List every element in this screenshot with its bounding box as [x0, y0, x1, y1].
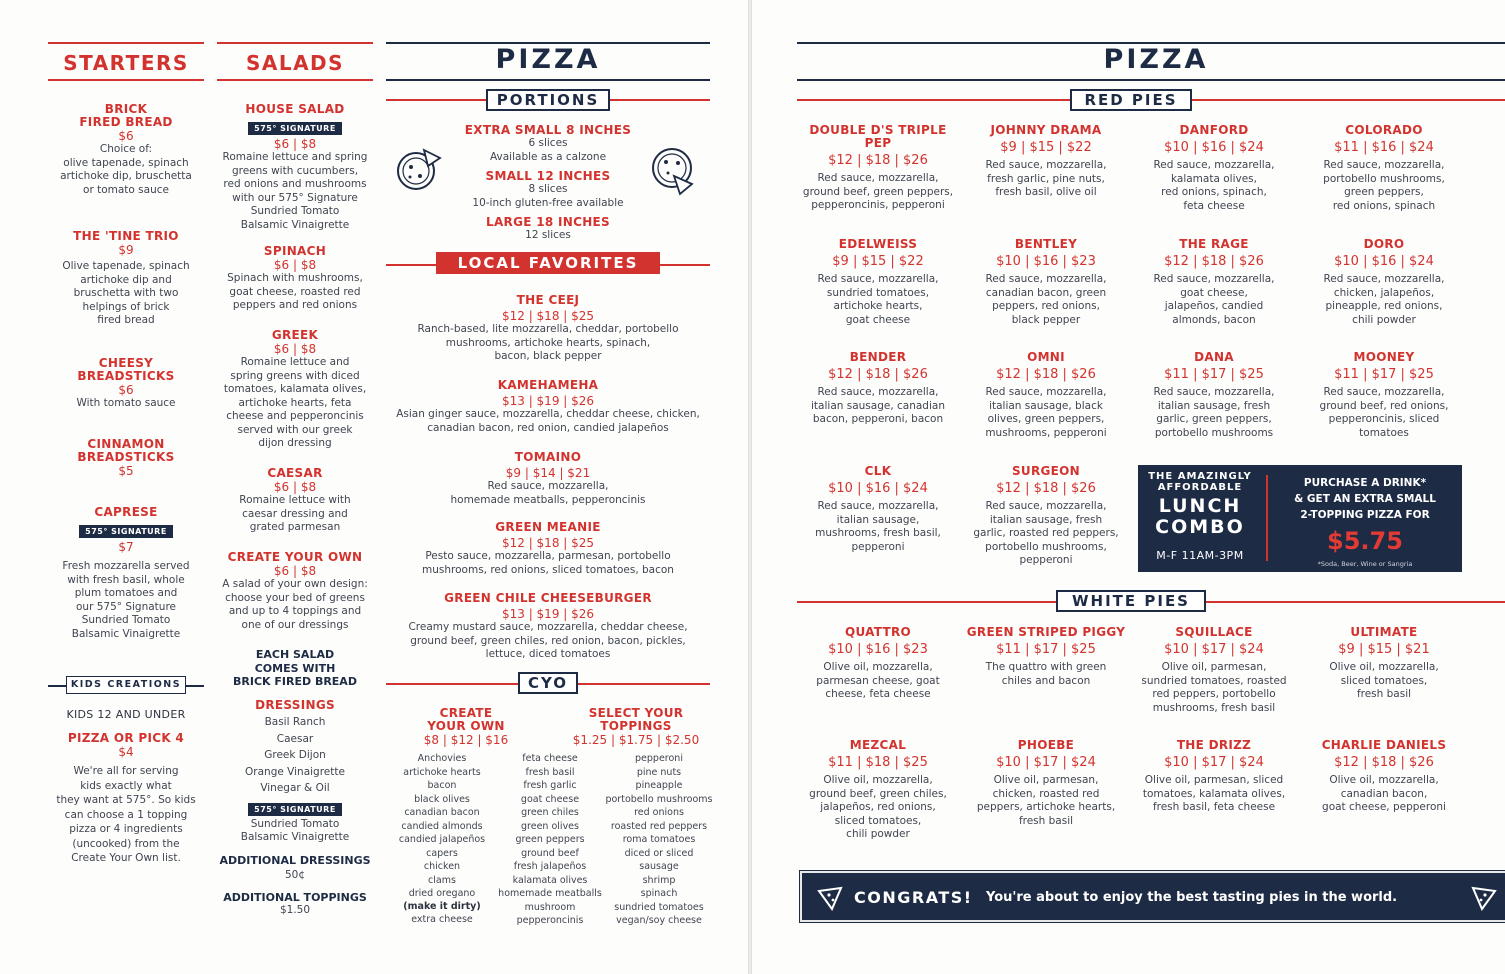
portion-item	[386, 124, 710, 164]
pie-price: $11 | $17 | $25	[1164, 367, 1264, 382]
portion-desc: 8 slices 10-inch gluten-free available	[472, 183, 624, 209]
toppings-list	[392, 752, 492, 926]
pie-name: BENDER	[849, 350, 907, 364]
item-name: HOUSE SALAD	[245, 102, 345, 116]
pie-price: $10 | $16 | $23	[828, 642, 928, 657]
starters-title: STARTERS	[63, 51, 189, 75]
salad-item	[217, 329, 373, 451]
item-price: $7	[118, 540, 134, 554]
item-price: $5	[118, 464, 134, 478]
pie-desc: Olive oil, mozzarella, parmesan cheese, goat cheese, feta cheese	[816, 661, 940, 700]
item-desc: Choice of: olive tapenade, spinach artichoke dip, bruschetta or tomato sauce	[60, 143, 192, 196]
item-price: $6 | $8	[273, 564, 317, 578]
item-price: $6 | $8	[273, 342, 317, 356]
pie-desc: Olive oil, parmesan, sundried tomatoes, roasted red peppers, portobello mushrooms, fresh basil	[1141, 661, 1287, 714]
pie-item	[963, 238, 1129, 327]
pizza-title: PIZZA	[1103, 44, 1209, 75]
item-desc: Ranch-based, lite mozzarella, cheddar, portobello mushrooms, artichoke hearts, spinach, bacon, black pepper	[417, 323, 679, 362]
item-name: SPINACH	[263, 244, 327, 258]
item-desc: Spinach with mushrooms, goat cheese, roasted red peppers and red onions	[227, 272, 363, 311]
dressing-item: Greek Dijon	[264, 749, 326, 761]
item-desc: Romaine lettuce with caesar dressing and grated parmesan	[239, 494, 351, 533]
item-name: GREEK	[271, 328, 319, 342]
item-price: $13 | $19 | $26	[501, 607, 595, 621]
item-name: TOMAINO	[514, 450, 582, 464]
dressing-item: Basil Ranch	[264, 716, 326, 728]
pie-name: MOONEY	[1353, 350, 1415, 364]
item-desc: Romaine lettuce and spring greens with diced tomatoes, kalamata olives, artichoke hearts, feta cheese and pepperoncinis served with our greek dijon dressing	[223, 356, 367, 449]
pie-desc: Red sauce, mozzarella, sundried tomatoes, artichoke hearts, goat cheese	[817, 273, 939, 326]
salad-item	[217, 467, 373, 535]
pie-name: THE DRIZZ	[1176, 738, 1252, 752]
toppings-list: feta cheese fresh basil fresh garlic goat cheese green chiles green olives green peppers ground beef fresh jalapeños kalamata olives homemade meatballs mushroom pepperoncinis	[498, 753, 602, 926]
additional-dressings-price: 50¢	[284, 868, 306, 881]
item-price: $9	[118, 243, 134, 257]
kids-item-desc: We're all for serving kids exactly what they want at 575°. So kids can choose a 1 topping pizza or 4 ingredients (uncooked) from the Create Your Own list.	[56, 765, 196, 864]
pie-desc: Olive oil, mozzarella, canadian bacon, goat cheese, pepperoni	[1322, 774, 1446, 813]
pie-name: SQUILLACE	[1175, 625, 1253, 639]
lunch-combo-box	[1138, 465, 1462, 572]
pie-desc: Red sauce, mozzarella, ground beef, red onions, pepperoncinis, sliced tomatoes	[1319, 386, 1449, 439]
pie-desc: Olive oil, mozzarella, sliced tomatoes, fresh basil	[1329, 661, 1439, 700]
congrats-bar	[800, 871, 1505, 922]
item-price: $6	[118, 383, 134, 397]
item-desc: With tomato sauce	[76, 397, 176, 409]
pie-item	[1131, 626, 1297, 715]
local-item	[386, 451, 710, 507]
item-name: CAPRESE	[94, 505, 158, 519]
signature-dressing: Sundried Tomato Balsamic Vinaigrette	[240, 817, 350, 843]
cyo-create-price: $8 | $12 | $16	[423, 733, 509, 747]
lunch-price: $5.75	[1327, 527, 1403, 555]
cyo-select-title: SELECT YOUR TOPPINGS	[588, 706, 684, 733]
pie-item	[795, 238, 961, 327]
pie-desc: Red sauce, mozzarella, ground beef, green peppers, pepperoncinis, pepperoni	[802, 172, 954, 211]
pizza-slice-icon	[1470, 885, 1498, 911]
pie-desc: Red sauce, mozzarella, canadian bacon, green peppers, red onions, black pepper	[985, 273, 1107, 326]
dressing-item: Caesar	[276, 732, 314, 745]
pie-item	[963, 739, 1129, 828]
kids-item-name: PIZZA OR PICK 4	[67, 731, 185, 745]
item-name: CINNAMON BREADSTICKS	[77, 437, 175, 464]
portion-desc: 12 slices	[525, 229, 571, 241]
salad-item	[217, 551, 373, 632]
pie-desc: Red sauce, mozzarella, chicken, jalapeños, pineapple, red onions, chili powder	[1323, 273, 1445, 326]
pie-price: $10 | $16 | $24	[828, 481, 928, 496]
item-desc: Romaine lettuce and spring greens with cucumbers, red onions and mushrooms with our 575° Signature Sundried Tomato Balsamic Vinaigrette	[222, 151, 368, 231]
pie-desc: Red sauce, mozzarella, italian sausage, fresh garlic, roasted red peppers, portobello mushrooms, pepperoni	[973, 500, 1119, 566]
pie-desc: Red sauce, mozzarella, kalamata olives, red onions, spinach, feta cheese	[1153, 159, 1275, 212]
pie-name: QUATTRO	[844, 625, 912, 639]
item-desc: Creamy mustard sauce, mozzarella, cheddar cheese, ground beef, green chiles, red onion, bacon, pickles, lettuce, diced tomatoes	[408, 621, 688, 660]
pie-desc: Red sauce, mozzarella, italian sausage, black olives, green peppers, mushrooms, pepperoni	[985, 386, 1107, 439]
pie-name: DANA	[1194, 350, 1234, 364]
pie-price: $12 | $18 | $26	[828, 367, 928, 382]
salad-item	[217, 245, 373, 313]
toppings-col1: Anchovies artichoke hearts bacon black olives canadian bacon candied almonds candied jalapeños capers chicken clams dried oregano	[398, 753, 486, 899]
congrats-message: You're about to enjoy the best tasting pies in the world.	[986, 890, 1398, 905]
starters-column	[48, 0, 204, 974]
item-desc: A salad of your own design: choose your bed of greens and up to 4 toppings and one of our dressings	[222, 578, 368, 631]
pie-name: ULTIMATE	[1350, 625, 1418, 639]
pie-item	[963, 626, 1129, 688]
pie-name: JOHNNY DRAMA	[990, 123, 1102, 137]
pie-name: BENTLEY	[1014, 237, 1078, 251]
starter-item	[48, 438, 204, 478]
additional-dressings: ADDITIONAL DRESSINGS	[219, 853, 371, 867]
toppings-list: pepperoni pine nuts pineapple portobello mushrooms red onions roasted red peppers roma tomatoes diced or sliced sausage shrimp spinach sundried tomatoes vegan/soy cheese	[605, 753, 713, 926]
kids-sub: KIDS 12 AND UNDER	[66, 708, 186, 721]
pie-price: $12 | $18 | $26	[996, 367, 1096, 382]
pie-name: COLORADO	[1345, 123, 1423, 137]
pie-item	[1131, 739, 1297, 815]
item-name: GREEN MEANIE	[495, 520, 601, 534]
pie-desc: Red sauce, mozzarella, fresh garlic, pine nuts, fresh basil, olive oil	[985, 159, 1107, 198]
pie-name: CHARLIE DANIELS	[1321, 738, 1447, 752]
pie-name: THE RAGE	[1179, 237, 1249, 251]
local-favorites-banner: LOCAL FAVORITES	[436, 252, 660, 274]
pie-item	[1131, 238, 1297, 327]
additional-toppings-price: $1.50	[279, 904, 311, 916]
item-name: GREEN CHILE CHEESEBURGER	[444, 591, 652, 605]
pie-name: EDELWEISS	[838, 237, 918, 251]
pie-price: $11 | $16 | $24	[1334, 140, 1434, 155]
each-salad-note: EACH SALAD COMES WITH BRICK FIRED BREAD	[233, 648, 357, 688]
starter-item	[48, 357, 204, 411]
item-price: $6	[118, 129, 134, 143]
item-price: $6 | $8	[273, 258, 317, 272]
pie-item	[963, 351, 1129, 440]
pie-desc: Red sauce, mozzarella, goat cheese, jalapeños, candied almonds, bacon	[1153, 273, 1275, 326]
toppings-col1-bold: (make it dirty)	[403, 900, 481, 912]
pie-item	[963, 124, 1129, 200]
item-name: CAESAR	[267, 466, 323, 480]
pie-item	[1131, 124, 1297, 213]
pie-price: $12 | $18 | $26	[1164, 254, 1264, 269]
pie-desc: Red sauce, mozzarella, italian sausage, mushrooms, fresh basil, pepperoni	[815, 500, 941, 553]
pie-name: MEZCAL	[849, 738, 907, 752]
pizza-left-column	[386, 0, 713, 974]
pie-name: CLK	[864, 464, 892, 478]
pie-item	[795, 465, 961, 554]
pie-desc: Red sauce, mozzarella, portobello mushrooms, green peppers, red onions, spinach	[1323, 159, 1445, 212]
portion-name: SMALL 12 INCHES	[485, 169, 611, 183]
additional-toppings: ADDITIONAL TOPPINGS	[223, 891, 367, 904]
pie-name: PHOEBE	[1017, 738, 1075, 752]
pizza-title: PIZZA	[495, 44, 601, 75]
pie-desc: Olive oil, parmesan, sliced tomatoes, kalamata olives, fresh basil, feta cheese	[1142, 774, 1286, 813]
pie-desc: Olive oil, parmesan, chicken, roasted red peppers, artichoke hearts, fresh basil	[976, 774, 1116, 827]
pie-desc: The quattro with green chiles and bacon	[985, 661, 1107, 687]
pie-item	[795, 626, 961, 702]
item-desc: Pesto sauce, mozzarella, parmesan, portobello mushrooms, red onions, sliced tomatoes, bacon	[422, 550, 674, 576]
pie-desc: Red sauce, mozzarella, italian sausage, fresh garlic, green peppers, portobello mushrooms	[1153, 386, 1275, 439]
cyo-banner: CYO	[518, 672, 578, 694]
left-page	[0, 0, 748, 974]
item-price: $9 | $14 | $21	[505, 466, 591, 480]
signature-badge: 575° SIGNATURE	[79, 525, 173, 538]
lunch-title: THE AMAZINGLY AFFORDABLE	[1148, 471, 1252, 493]
item-price: $13 | $19 | $26	[501, 394, 595, 408]
item-name: BRICK FIRED BREAD	[79, 102, 173, 129]
portion-item	[386, 216, 710, 243]
pie-item	[795, 739, 961, 842]
lunch-footnote: *Soda, Beer, Wine or Sangria	[1317, 560, 1413, 568]
portion-desc: 6 slices Available as a calzone	[489, 137, 607, 163]
pie-price: $10 | $16 | $24	[1334, 254, 1434, 269]
kids-section	[48, 708, 204, 866]
pie-name: OMNI	[1027, 350, 1065, 364]
item-price: $12 | $18 | $25	[501, 309, 595, 323]
pie-price: $9 | $15 | $22	[832, 254, 924, 269]
portions-banner: PORTIONS	[486, 89, 610, 111]
item-desc: Red sauce, mozzarella, homemade meatballs, pepperoncinis	[450, 480, 646, 506]
congrats-title: CONGRATS!	[854, 888, 973, 907]
item-desc: Olive tapenade, spinach artichoke dip and bruschetta with two helpings of brick fired bread	[62, 260, 190, 326]
item-price: $6 | $8	[273, 480, 317, 494]
pie-item	[963, 465, 1129, 568]
pie-desc: Olive oil, mozzarella, ground beef, green chiles, jalapeños, red onions, sliced tomatoes, chili powder	[809, 774, 947, 840]
cyo-select-price: $1.25 | $1.75 | $2.50	[572, 733, 700, 747]
salads-column	[217, 0, 373, 974]
pie-price: $9 | $15 | $22	[1000, 140, 1092, 155]
item-desc: Fresh mozzarella served with fresh basil, whole plum tomatoes and our 575° Signature Sundried Tomato Balsamic Vinaigrette	[62, 560, 190, 640]
pie-item	[1301, 739, 1467, 815]
local-item	[386, 592, 710, 662]
item-name: CREATE YOUR OWN	[227, 550, 363, 564]
portion-name: EXTRA SMALL 8 INCHES	[464, 123, 632, 137]
item-name: THE 'TINE TRIO	[73, 229, 179, 243]
cyo-create-title: CREATE YOUR OWN	[427, 706, 505, 733]
pie-price: $10 | $16 | $23	[996, 254, 1096, 269]
toppings-col1-end: extra cheese	[411, 913, 473, 925]
red-pies-banner: RED PIES	[1070, 89, 1192, 111]
item-price: $6 | $8	[273, 137, 317, 151]
kids-item-price: $4	[118, 745, 134, 759]
pie-price: $10 | $17 | $24	[996, 755, 1096, 770]
pie-price: $12 | $18 | $26	[1334, 755, 1434, 770]
pie-price: $12 | $18 | $26	[996, 481, 1096, 496]
pie-item	[1301, 626, 1467, 702]
pie-item	[1301, 351, 1467, 440]
local-item	[386, 294, 710, 364]
pie-price: $11 | $18 | $25	[828, 755, 928, 770]
signature-badge: 575° SIGNATURE	[248, 122, 342, 135]
right-page	[752, 0, 1505, 974]
pie-price: $10 | $17 | $24	[1164, 755, 1264, 770]
white-pies-banner: WHITE PIES	[1056, 590, 1206, 612]
portion-item	[386, 170, 710, 210]
pie-item	[1301, 238, 1467, 327]
dressings-section	[217, 699, 373, 918]
pie-name: DOUBLE D'S TRIPLE PEP	[809, 123, 947, 150]
item-price: $12 | $18 | $25	[501, 536, 595, 550]
pizza-slice-icon	[816, 885, 844, 911]
dressings-title: DRESSINGS	[255, 698, 335, 712]
local-item	[386, 521, 710, 577]
pie-name: DANFORD	[1179, 123, 1249, 137]
pie-item	[795, 124, 961, 213]
pie-item	[1131, 351, 1297, 440]
pie-name: GREEN STRIPED PIGGY	[966, 625, 1126, 639]
pie-name: DORO	[1363, 237, 1405, 251]
pie-price: $11 | $17 | $25	[996, 642, 1096, 657]
pie-price: $10 | $17 | $24	[1164, 642, 1264, 657]
cyo-create	[416, 707, 516, 747]
pie-desc: Red sauce, mozzarella, italian sausage, canadian bacon, pepperoni, bacon	[811, 386, 945, 425]
item-name: KAMEHAMEHA	[497, 378, 599, 392]
signature-badge: 575° SIGNATURE	[248, 803, 342, 816]
salad-item	[217, 103, 373, 232]
salads-title: SALADS	[245, 51, 345, 75]
pie-price: $11 | $17 | $25	[1334, 367, 1434, 382]
portion-name: LARGE 18 INCHES	[486, 215, 610, 229]
lunch-offer: PURCHASE A DRINK* & GET AN EXTRA SMALL 2-TOPPING PIZZA FOR	[1294, 477, 1436, 521]
lunch-hours: M-F 11AM-3PM	[1156, 549, 1244, 562]
pie-price: $12 | $18 | $26	[828, 153, 928, 168]
pie-price: $10 | $16 | $24	[1164, 140, 1264, 155]
item-desc: Asian ginger sauce, mozzarella, cheddar cheese, chicken, canadian bacon, red onion, candied jalapeños	[396, 408, 700, 434]
item-name: THE CEEJ	[516, 293, 580, 307]
starter-item	[48, 506, 204, 641]
starter-item	[48, 230, 204, 328]
pie-item	[1301, 124, 1467, 213]
cyo-select	[566, 707, 706, 747]
local-item	[386, 379, 710, 435]
starter-item	[48, 103, 204, 197]
dressing-item: Vinegar & Oil	[260, 782, 330, 794]
lunch-big: LUNCH COMBO	[1155, 495, 1245, 538]
item-name: CHEESY BREADSTICKS	[77, 356, 175, 383]
dressing-item: Orange Vinaigrette	[245, 765, 345, 778]
pie-item	[795, 351, 961, 427]
pie-price: $9 | $15 | $21	[1338, 642, 1430, 657]
pie-name: SURGEON	[1011, 464, 1081, 478]
kids-title: KIDS CREATIONS	[66, 676, 186, 694]
